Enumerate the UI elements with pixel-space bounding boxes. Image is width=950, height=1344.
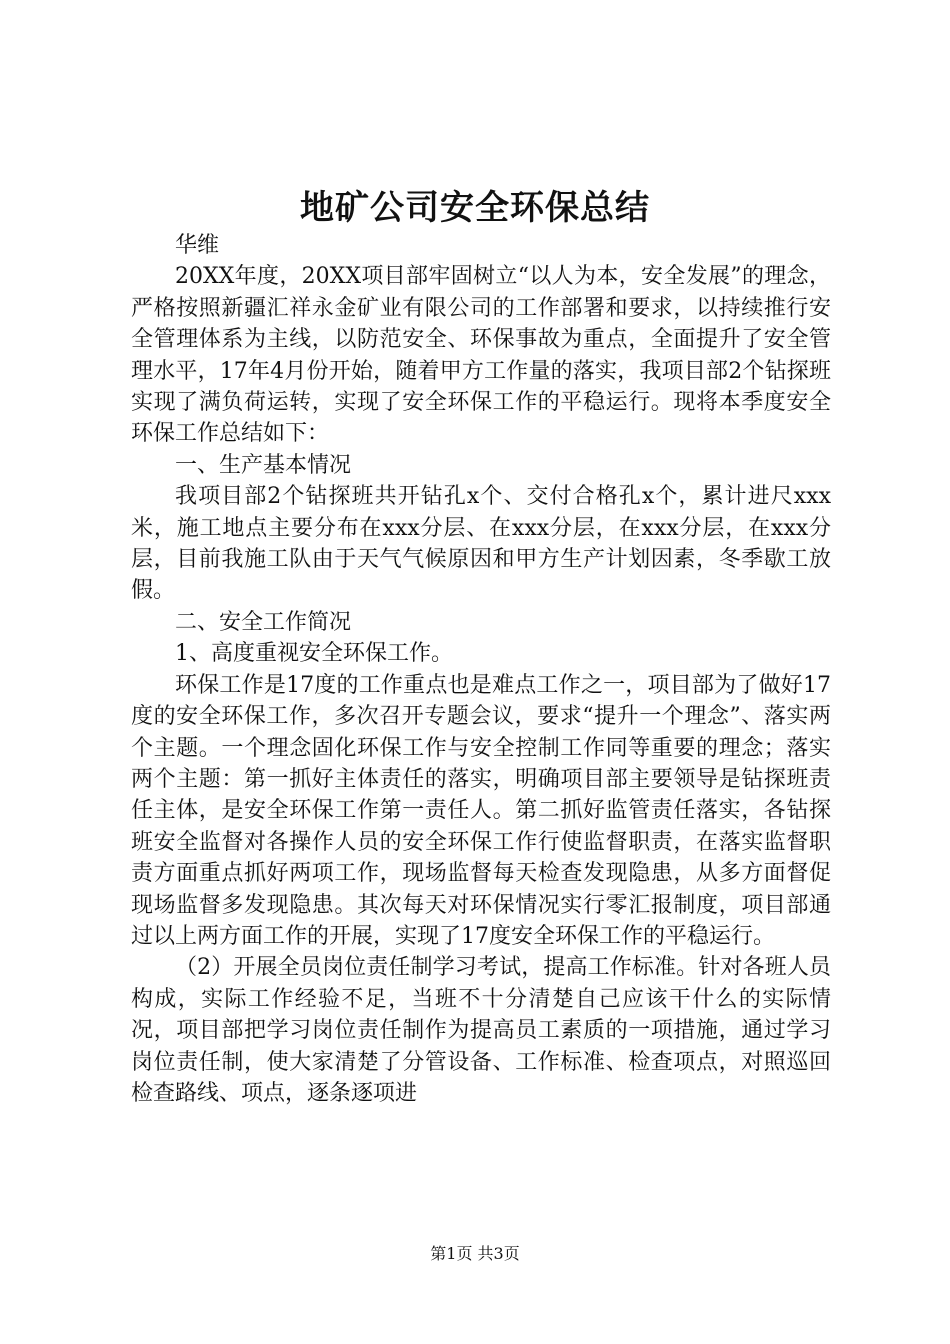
document-body xyxy=(131,230,831,1109)
body-paragraph: 20XX年度，20XX项目部牢固树立“以人为本，安全发展”的理念，严格按照新疆汇祥永金矿业有限公司的工作部署和要求，以持续推行安全管理体系为主线，以防范安全、环保事故为重点，全面提升了安全管理水平，17年4月份开始，随着甲方工作量的落实，我项目部2个钻探班实现了满负荷运转，实现了安全环保工作的平稳运行。现将本季度安全环保工作总结如下： xyxy=(131,264,831,447)
body-paragraph: 我项目部2个钻探班共开钻孔x个、交付合格孔x个，累计进尺xxx米，施工地点主要分布在xxx分层、在xxx分层，在xxx分层，在xxx分层，目前我施工队由于天气气候原因和甲方生产计划因素，冬季歇工放假。 xyxy=(131,484,831,604)
subsection-heading: 1、高度重视安全环保工作。 xyxy=(175,641,453,667)
document-title: 地矿公司安全环保总结 xyxy=(300,188,650,228)
page-footer: 第1页 共3页 xyxy=(430,1244,520,1263)
section-heading: 一、生产基本情况 xyxy=(175,452,352,478)
body-paragraph: 环保工作是17度的工作重点也是难点工作之一，项目部为了做好17度的安全环保工作，多次召开专题会议，要求“提升一个理念”、落实两个主题。一个理念固化环保工作与安全控制工作同等重要的理念；落实两个主题：第一抓好主体责任的落实，明确项目部主要领导是钻探班责任主体，是安全环保工作第一责任人。第二抓好监管责任落实，各钻探班安全监督对各操作人员的安全环保工作行使监督职责，在落实监督职责方面重点抓好两项工作，现场监督每天检查发现隐患，从多方面督促现场监督多发现隐患。其次每天对环保情况实行零汇报制度，项目部通过以上两方面工作的开展，实现了17度安全环保工作的平稳运行。 xyxy=(131,672,831,949)
section-heading: 二、安全工作简况 xyxy=(175,609,352,635)
author-line: 华维 xyxy=(175,233,220,258)
body-paragraph: （2）开展全员岗位责任制学习考试，提高工作标准。针对各班人员构成，实际工作经验不足，当班不十分清楚自己应该干什么的实际情况，项目部把学习岗位责任制作为提高员工素质的一项措施，通过学习岗位责任制，使大家清楚了分管设备、工作标准、检查项点，对照巡回检查路线、项点，逐条逐项进 xyxy=(131,955,831,1106)
